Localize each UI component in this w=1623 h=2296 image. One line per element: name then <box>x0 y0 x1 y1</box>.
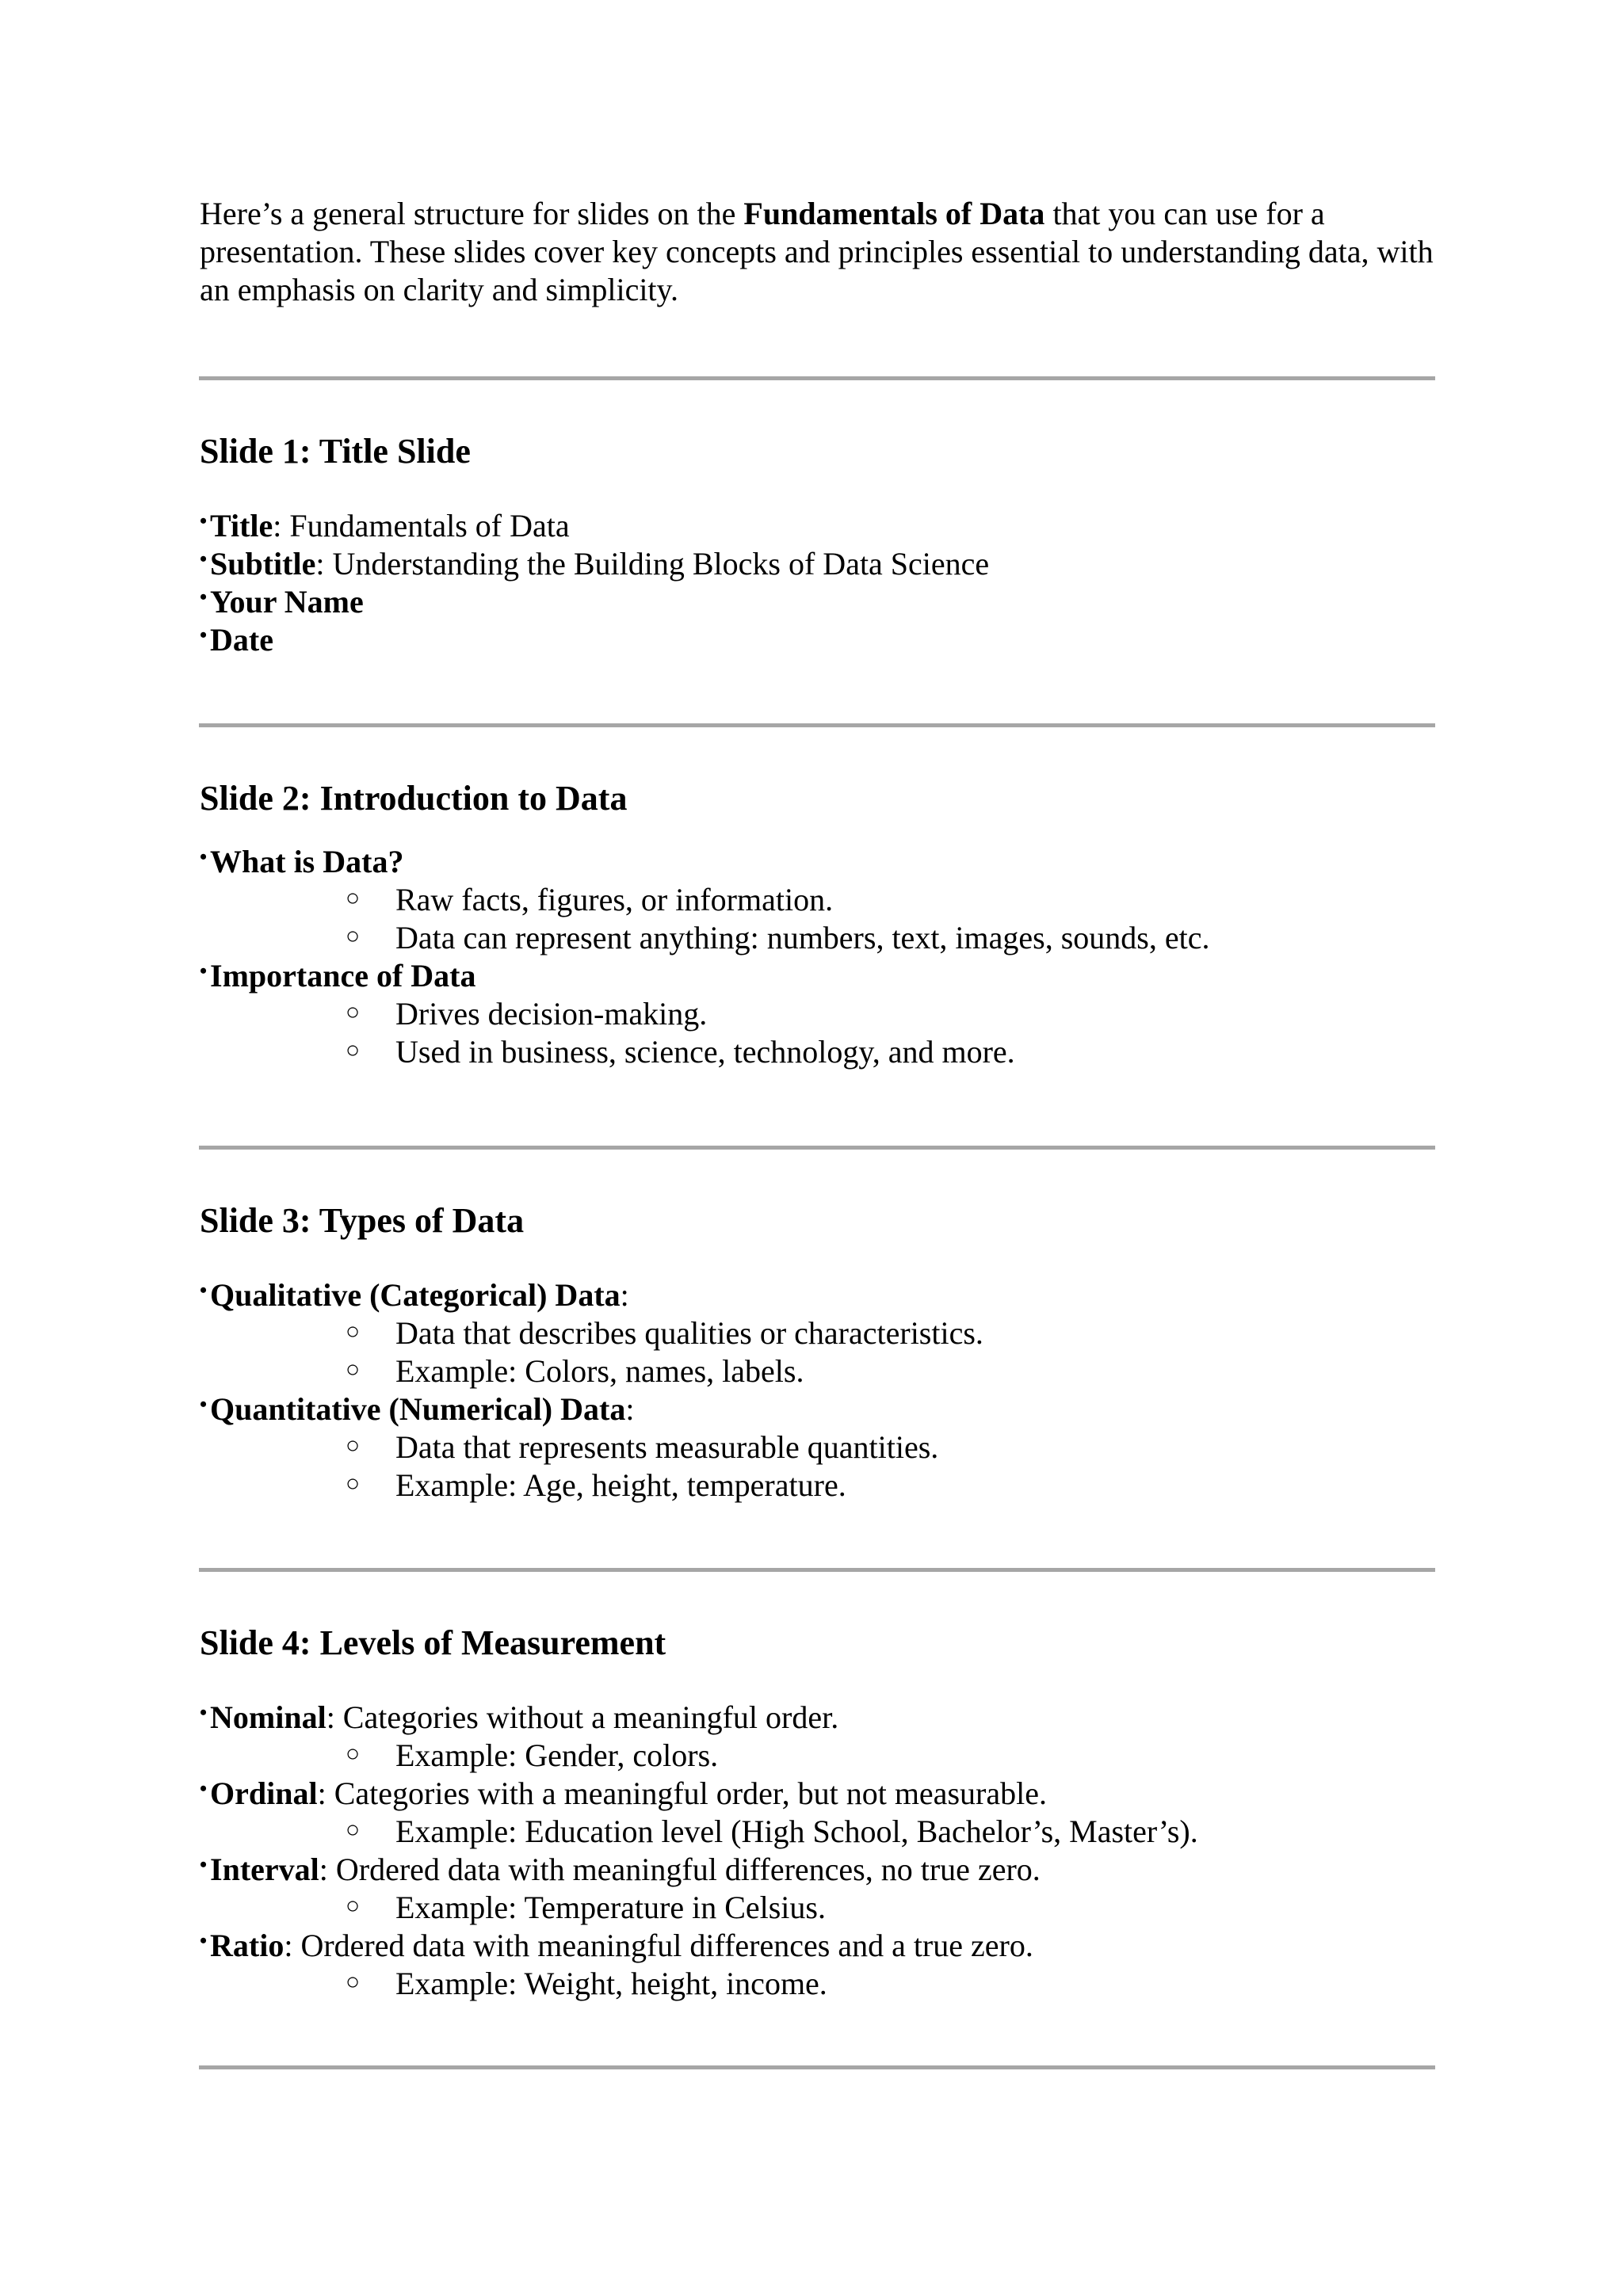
intro-text-before: Here’s a general structure for slides on the <box>200 196 744 231</box>
circle-bullet-icon: ○ <box>346 1432 361 1459</box>
slide-2-heading: Slide 2: Introduction to Data <box>200 779 628 818</box>
sub-list-item: ○ Used in business, science, technology, and more. <box>200 1033 1468 1071</box>
intro-text-after: that you can use for a presentation. These slides cover key concepts and principles essential to understanding data, with an emphasis on clarity and simplicity. <box>200 196 1434 307</box>
divider <box>199 376 1435 380</box>
circle-bullet-icon: ○ <box>346 1470 361 1497</box>
list-item: • Ratio: Ordered data with meaningful differences and a true zero. <box>200 1927 1468 1965</box>
list-item: • Importance of Data <box>200 957 1468 995</box>
list-item: • What is Data? <box>200 843 1468 881</box>
slide-1-heading: Slide 1: Title Slide <box>200 432 471 471</box>
list-item: • Ordinal: Categories with a meaningful order, but not measurable. <box>200 1775 1468 1813</box>
list-item: • Title: Fundamentals of Data <box>200 507 1468 545</box>
circle-bullet-icon: ○ <box>346 1356 361 1383</box>
list-item: • Quantitative (Numerical) Data: <box>200 1390 1468 1428</box>
circle-bullet-icon: ○ <box>346 1741 361 1767</box>
divider <box>199 723 1435 727</box>
sub-list-item: ○ Data that describes qualities or characteristics. <box>200 1314 1468 1352</box>
bullet-icon: • <box>200 585 208 608</box>
divider <box>199 1568 1435 1572</box>
slide-4-heading: Slide 4: Levels of Measurement <box>200 1623 666 1662</box>
circle-bullet-icon: ○ <box>346 999 361 1025</box>
bullet-icon: • <box>200 509 208 532</box>
bullet-icon: • <box>200 547 208 570</box>
circle-bullet-icon: ○ <box>346 1969 361 1995</box>
sub-list-item: ○ Drives decision-making. <box>200 995 1468 1033</box>
slide-2-section <box>200 778 1468 1071</box>
bullet-icon: • <box>200 1701 208 1724</box>
divider <box>199 1146 1435 1150</box>
circle-bullet-icon: ○ <box>346 1893 361 1919</box>
circle-bullet-icon: ○ <box>346 1318 361 1344</box>
intro-paragraph <box>200 195 1436 309</box>
list-item: • Qualitative (Categorical) Data: <box>200 1276 1468 1314</box>
list-item: • Date <box>200 621 1468 659</box>
divider <box>199 2065 1435 2069</box>
circle-bullet-icon: ○ <box>346 1037 361 1063</box>
list-item: • Nominal: Categories without a meaningful order. <box>200 1699 1468 1737</box>
circle-bullet-icon: ○ <box>346 923 361 949</box>
slide-4-section <box>200 1623 1468 2003</box>
list-item: • Interval: Ordered data with meaningful differences, no true zero. <box>200 1851 1468 1889</box>
sub-list-item: ○ Example: Colors, names, labels. <box>200 1352 1468 1390</box>
bullet-icon: • <box>200 1853 208 1876</box>
bullet-icon: • <box>200 1777 208 1800</box>
circle-bullet-icon: ○ <box>346 1817 361 1843</box>
slide-1-section <box>200 431 1468 659</box>
sub-list-item: ○ Data can represent anything: numbers, text, images, sounds, etc. <box>200 919 1468 957</box>
sub-list-item: ○ Data that represents measurable quantities. <box>200 1428 1468 1466</box>
bullet-icon: • <box>200 1929 208 1952</box>
sub-list-item: ○ Example: Education level (High School, Bachelor’s, Master’s). <box>200 1813 1468 1851</box>
bullet-icon: • <box>200 1393 208 1416</box>
list-item: • Your Name <box>200 583 1468 621</box>
sub-list-item: ○ Raw facts, figures, or information. <box>200 881 1468 919</box>
bullet-icon: • <box>200 959 208 982</box>
intro-bold-text: Fundamentals of Data <box>743 196 1045 231</box>
sub-list-item: ○ Example: Age, height, temperature. <box>200 1466 1468 1505</box>
sub-list-item: ○ Example: Weight, height, income. <box>200 1965 1468 2003</box>
sub-list-item: ○ Example: Gender, colors. <box>200 1737 1468 1775</box>
slide-3-section <box>200 1200 1468 1505</box>
sub-list-item: ○ Example: Temperature in Celsius. <box>200 1889 1468 1927</box>
bullet-icon: • <box>200 845 208 868</box>
bullet-icon: • <box>200 624 208 646</box>
slide-3-heading: Slide 3: Types of Data <box>200 1201 525 1240</box>
bullet-icon: • <box>200 1279 208 1302</box>
list-item: • Subtitle: Understanding the Building Blocks of Data Science <box>200 545 1468 583</box>
circle-bullet-icon: ○ <box>346 885 361 911</box>
